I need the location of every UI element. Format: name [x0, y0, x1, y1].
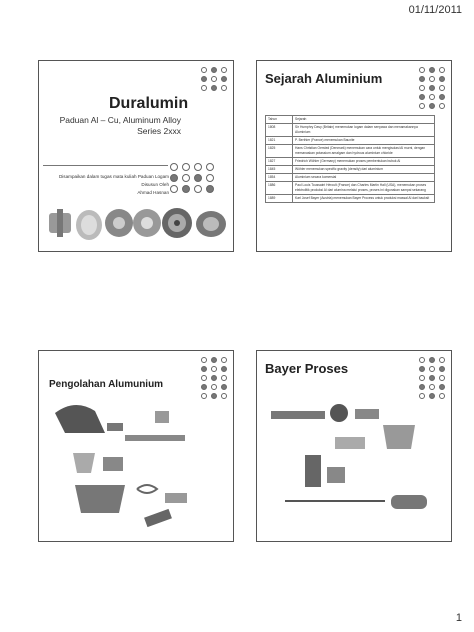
rolling-illustration	[165, 493, 187, 503]
column-header: Tahun	[266, 116, 293, 124]
decorative-dot-grid	[170, 163, 215, 193]
slide-title: Pengolahan Alumunium	[49, 379, 164, 390]
decorative-dots	[419, 67, 446, 109]
slide-title: Duralumin	[109, 95, 189, 112]
bolt-image	[49, 209, 71, 237]
table-row	[266, 137, 435, 145]
processing-diagram	[45, 393, 227, 539]
year-cell: 1821	[266, 137, 293, 145]
digester-illustration	[383, 425, 415, 449]
fan-image	[162, 208, 192, 238]
extrusion-illustration	[144, 509, 172, 527]
settling-tank-illustration	[327, 467, 345, 483]
event-cell: P. Berthier (France) menemukan Bauxite	[293, 137, 435, 145]
refinery-illustration	[73, 453, 95, 473]
table-row	[266, 124, 435, 137]
year-cell: 1886	[266, 182, 293, 195]
bayer-process-diagram	[265, 391, 447, 539]
product-images	[43, 203, 231, 243]
year-cell: 1845	[266, 166, 293, 174]
event-cell: Paul Louis Toussaint Héroult (France) dan Charles Martin Hall (USA), menemukan proses elektrolitik produksi Al dari alumina melalui proses, proses ini digunakan sampai sekarang	[293, 182, 435, 195]
page-number: 1	[455, 612, 462, 624]
bauxite-ore-illustration	[271, 411, 325, 419]
event-cell: Aluminium secara komersial	[293, 174, 435, 182]
alumina-illustration	[103, 457, 123, 471]
event-cell: Sir Humphry Davy (Britain) menemukan logam dalam senyawa dan menamakannya Aluminium	[293, 124, 435, 137]
table-row	[266, 174, 435, 182]
event-cell: Friedrich Wöhler (Germany) menemukan proses pembentukan bubuk Al	[293, 158, 435, 166]
presented-line: Disusun Oleh	[141, 182, 169, 187]
slide-title: Bayer Proses	[265, 361, 349, 376]
subtitle-line: Paduan Al – Cu, Aluminum Alloy	[59, 115, 181, 125]
page-date: 01/11/2011	[408, 4, 462, 16]
history-table	[265, 115, 435, 203]
slide-bayer-proses	[256, 350, 452, 542]
precipitator-illustration	[305, 455, 321, 487]
coil-image	[196, 211, 226, 237]
slide-pengolahan-alumunium	[38, 350, 234, 542]
table-row	[266, 166, 435, 174]
presented-line: Disampaikan dalam tugas mata kuliah Paduan Logam	[58, 174, 169, 179]
year-cell: 1808	[266, 124, 293, 137]
table-row	[266, 195, 435, 203]
year-cell: 1825	[266, 145, 293, 158]
divider	[43, 165, 168, 166]
truck-illustration	[107, 423, 123, 431]
digester-feed-illustration	[355, 409, 379, 419]
presenter-info	[49, 173, 169, 197]
year-cell: 1854	[266, 174, 293, 182]
year-cell: 1889	[266, 195, 293, 203]
table-row	[266, 158, 435, 166]
table-row	[266, 182, 435, 195]
gear-image	[133, 209, 161, 237]
decorative-dots	[201, 67, 228, 91]
slide-duralumin	[38, 60, 234, 252]
slide-title: Sejarah Aluminium	[265, 71, 383, 86]
event-cell: Hans Christian Oersted (Denmark) menemukan cara untuk mengisolasi Al murni, dengan memanaskan potassium amalgam dan hydrous aluminium chloride	[293, 145, 435, 158]
presented-line: Ahmad Hasnan	[137, 190, 169, 195]
slide-sejarah-aluminium	[256, 60, 452, 252]
plant-illustration	[155, 411, 169, 423]
smelter-illustration	[75, 485, 125, 513]
kiln-illustration	[391, 495, 427, 509]
conveyor-illustration	[125, 435, 185, 441]
mine-illustration	[55, 405, 105, 433]
event-cell: Wöhler menemukan specific gravity (density) dari aluminium	[293, 166, 435, 174]
crusher-illustration	[330, 404, 348, 422]
event-cell: Karl Josef Bayer (Austria) menemukan Bayer Process untuk produksi massal Al dari bauksit	[293, 195, 435, 203]
table-row	[266, 145, 435, 158]
gear-image	[105, 209, 133, 237]
year-cell: 1827	[266, 158, 293, 166]
cap-image	[76, 210, 102, 240]
table-header-row	[266, 116, 435, 124]
slide-subtitle	[60, 115, 181, 137]
filter-illustration	[335, 437, 365, 449]
recycling-arrow-icon	[137, 485, 157, 493]
subtitle-line: Series 2xxx	[137, 126, 181, 136]
column-header: Sejarah	[293, 116, 435, 124]
